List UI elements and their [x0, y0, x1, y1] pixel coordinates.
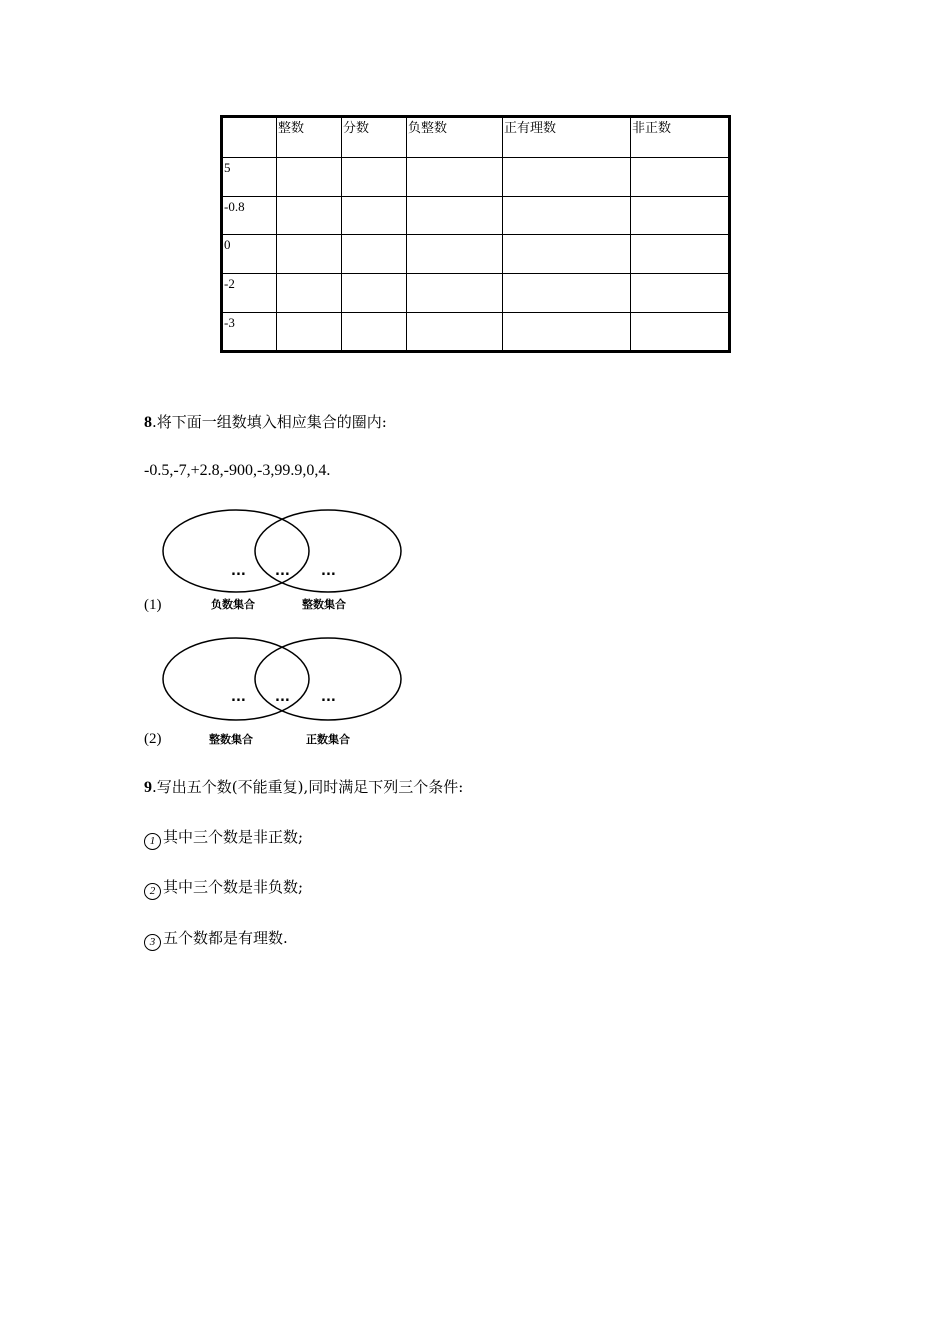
question-text: .将下面一组数填入相应集合的圈内: [152, 413, 387, 431]
table-cell[interactable] [407, 274, 503, 313]
table-header-cell: 非正数 [631, 117, 730, 158]
table-cell[interactable] [342, 274, 407, 313]
condition-text: 其中三个数是非负数; [163, 878, 304, 896]
venn-diagram-2 [140, 636, 420, 756]
table-cell[interactable] [277, 313, 342, 352]
row-label: 5 [222, 157, 277, 196]
table-cell[interactable] [631, 157, 730, 196]
table-cell[interactable] [503, 274, 631, 313]
table-header-cell [222, 117, 277, 158]
q8-number-list: -0.5,-7,+2.8,-900,-3,99.9,0,4. [144, 462, 331, 479]
question-text: .写出五个数(不能重复),同时满足下列三个条件: [152, 778, 464, 796]
condition-1 [144, 826, 303, 850]
right-set-label: 整数集合 [302, 598, 346, 611]
right-set-ellipse [255, 638, 401, 720]
circled-number-icon: 2 [144, 883, 161, 900]
left-set-label: 负数集合 [211, 598, 255, 611]
table-cell[interactable] [503, 196, 631, 235]
table-cell[interactable] [503, 235, 631, 274]
table-header-cell: 整数 [277, 117, 342, 158]
dots-right: ... [321, 564, 336, 579]
table-cell[interactable] [342, 235, 407, 274]
table-header-cell: 正有理数 [503, 117, 631, 158]
left-set-ellipse [163, 638, 309, 720]
right-set-ellipse [255, 510, 401, 592]
table-row [222, 313, 730, 352]
table-cell[interactable] [342, 196, 407, 235]
question-number: 8 [144, 414, 152, 431]
table-cell[interactable] [407, 235, 503, 274]
condition-3 [144, 927, 288, 951]
table-cell[interactable] [503, 313, 631, 352]
table-cell[interactable] [503, 157, 631, 196]
dots-middle: ... [275, 690, 290, 705]
table-cell[interactable] [277, 157, 342, 196]
right-set-label: 正数集合 [306, 733, 350, 746]
table-cell[interactable] [631, 235, 730, 274]
table-cell[interactable] [342, 157, 407, 196]
circled-number-icon: 1 [144, 833, 161, 850]
table-cell[interactable] [277, 274, 342, 313]
table-row [222, 157, 730, 196]
table-cell[interactable] [407, 196, 503, 235]
condition-2 [144, 876, 303, 900]
row-label: 0 [222, 235, 277, 274]
dots-middle: ... [275, 564, 290, 579]
table-header-cell: 负整数 [407, 117, 503, 158]
table-cell[interactable] [277, 196, 342, 235]
table-cell[interactable] [631, 313, 730, 352]
table-cell[interactable] [342, 313, 407, 352]
q8-prompt [144, 411, 387, 432]
circled-number-icon: 3 [144, 934, 161, 951]
table-row [222, 196, 730, 235]
table-header-row [222, 117, 730, 158]
table-cell[interactable] [631, 274, 730, 313]
dots-left: ... [231, 690, 246, 705]
left-set-ellipse [163, 510, 309, 592]
q9-prompt [144, 776, 463, 797]
venn-diagram-1 [140, 505, 420, 625]
diagram-index: (2) [144, 731, 162, 747]
table-cell[interactable] [407, 313, 503, 352]
condition-text: 其中三个数是非正数; [163, 828, 304, 846]
dots-left: ... [231, 564, 246, 579]
classification-table [220, 115, 731, 353]
dots-right: ... [321, 690, 336, 705]
table-header-cell: 分数 [342, 117, 407, 158]
diagram-index: (1) [144, 597, 162, 613]
question-number: 9 [144, 779, 152, 796]
table-cell[interactable] [631, 196, 730, 235]
row-label: -2 [222, 274, 277, 313]
row-label: -3 [222, 313, 277, 352]
table-cell[interactable] [277, 235, 342, 274]
row-label: -0.8 [222, 196, 277, 235]
table-row [222, 274, 730, 313]
table-row [222, 235, 730, 274]
table-cell[interactable] [407, 157, 503, 196]
condition-text: 五个数都是有理数. [163, 929, 288, 947]
left-set-label: 整数集合 [209, 733, 253, 746]
